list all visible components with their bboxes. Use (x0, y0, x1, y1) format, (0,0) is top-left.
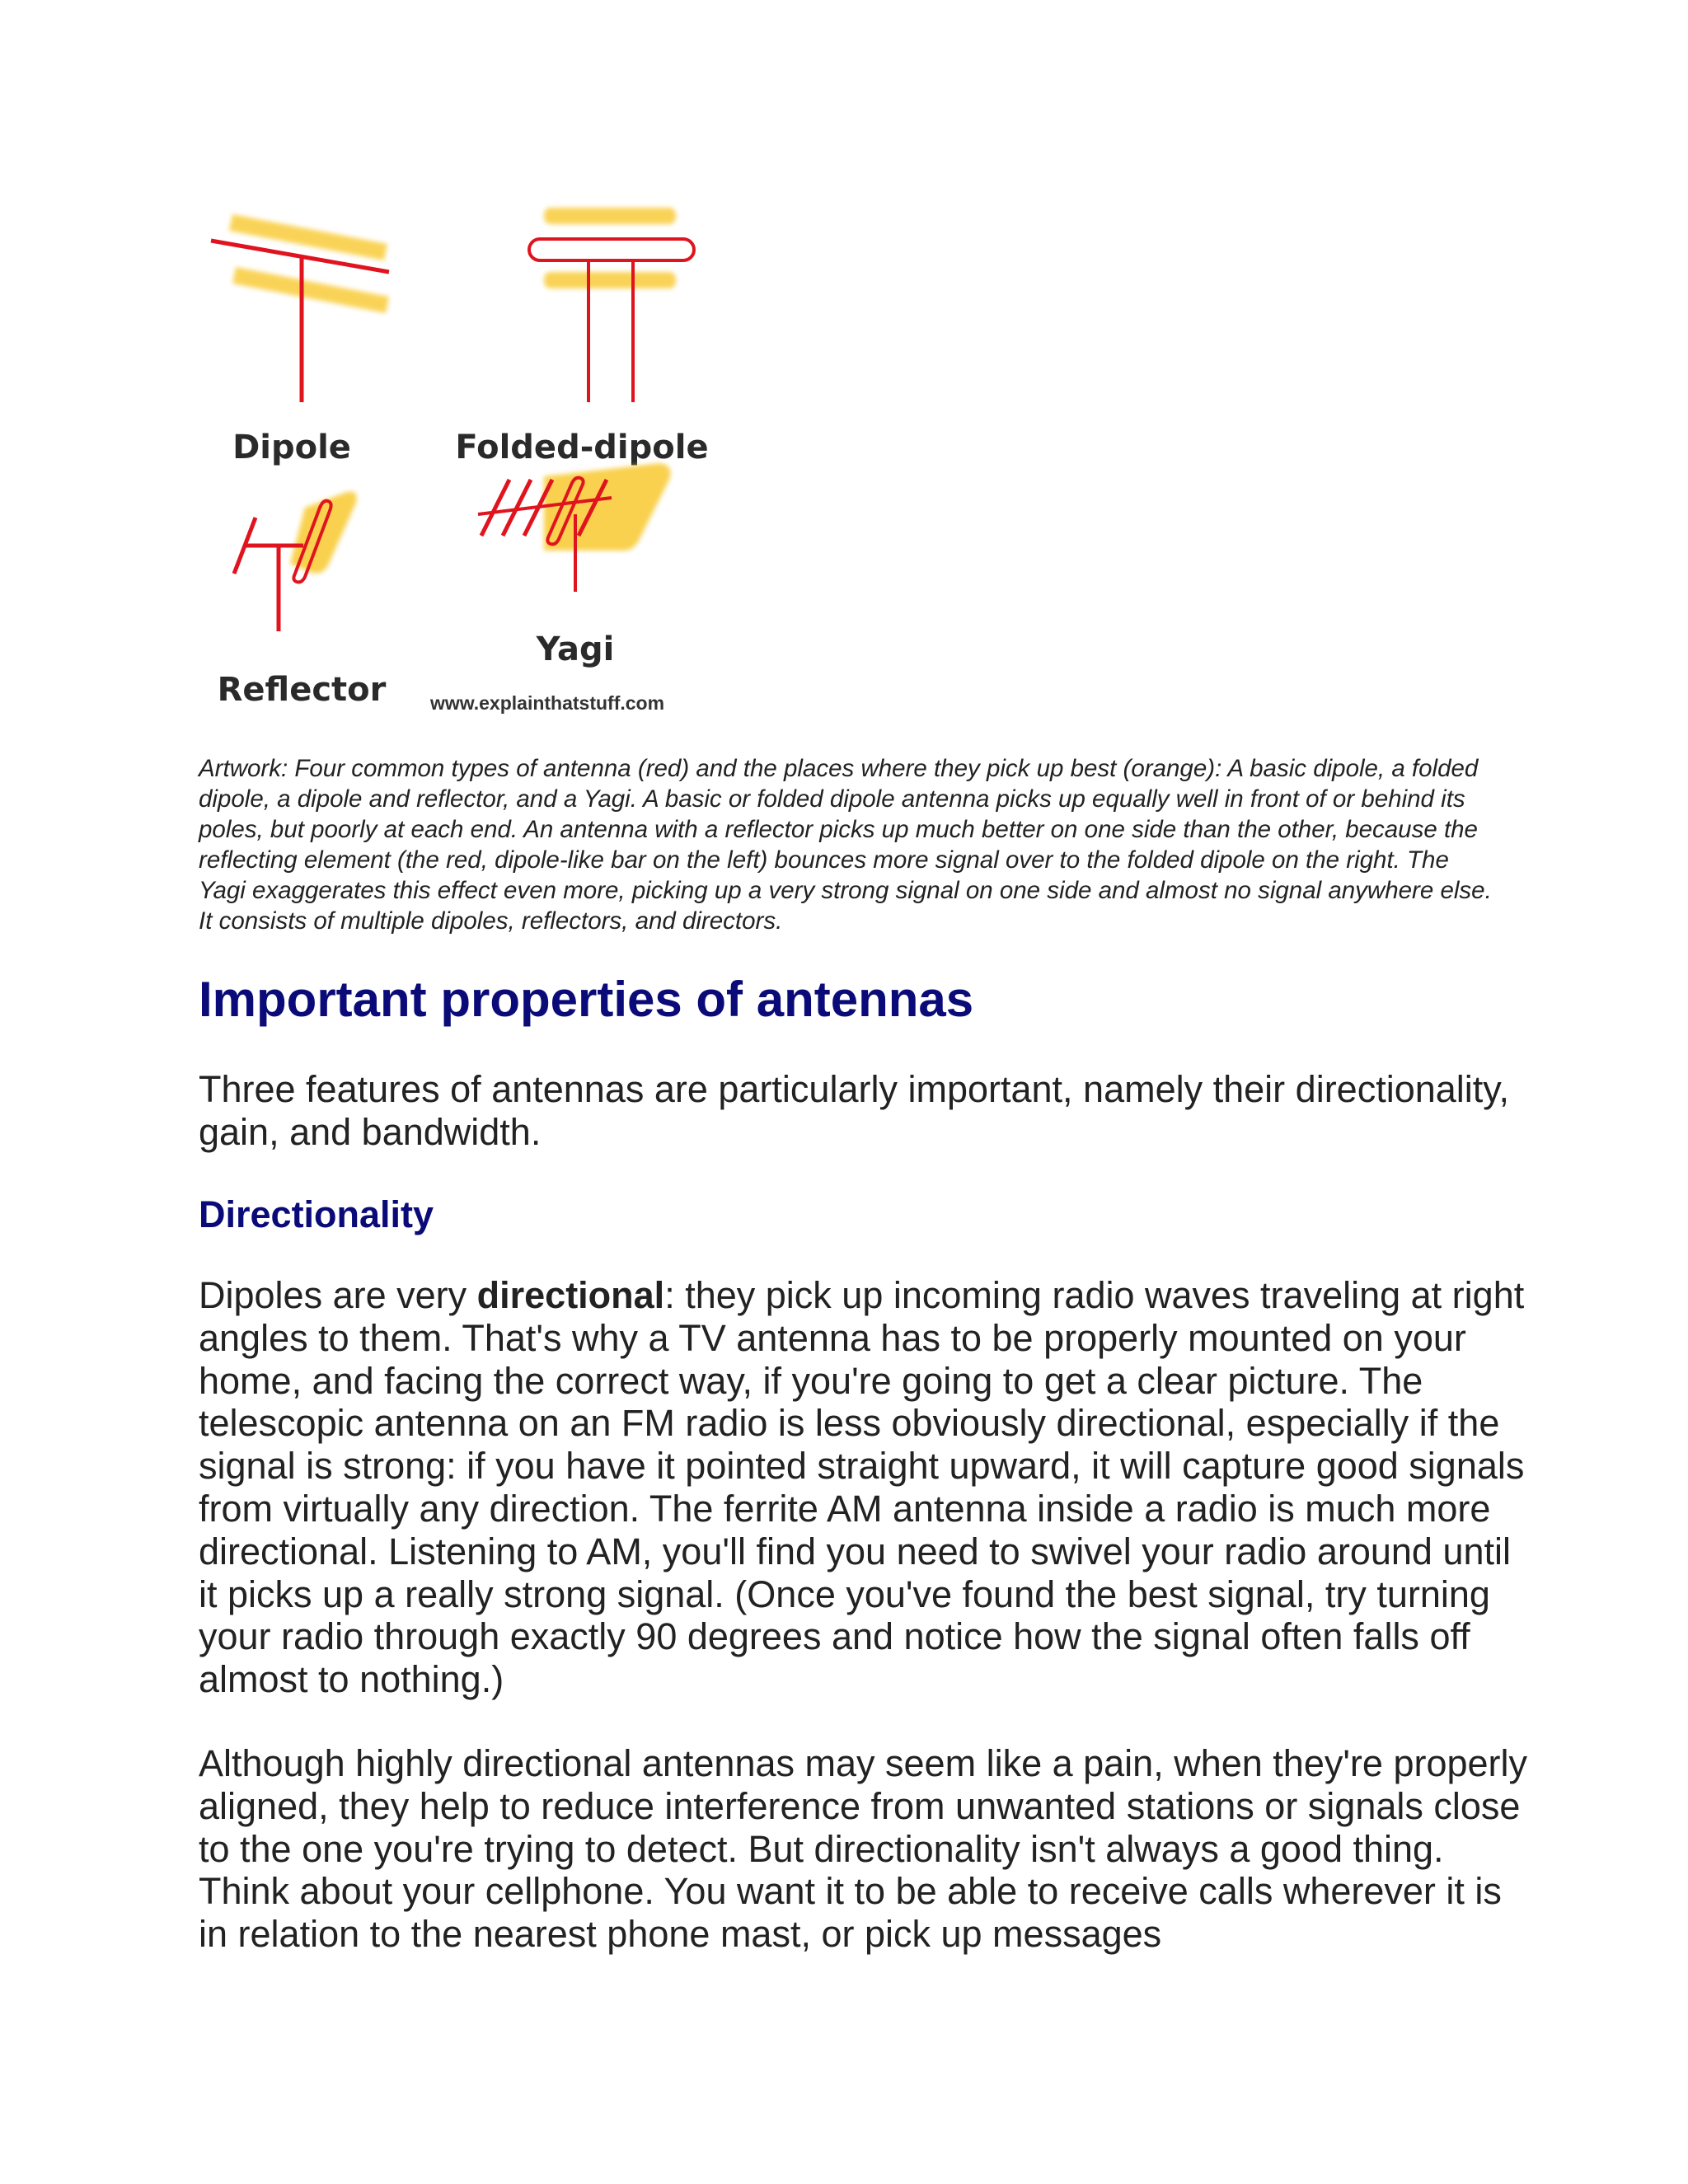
section-heading: Important properties of antennas (199, 972, 974, 1027)
folded-dipole-label: Folded-dipole (455, 429, 709, 466)
dipole-label: Dipole (232, 429, 351, 466)
reflector-label: Reflector (217, 671, 387, 709)
directional-term: directional (476, 1274, 665, 1316)
yagi-label: Yagi (536, 630, 615, 668)
yagi-antenna-icon (478, 463, 671, 668)
para1-text-after: : they pick up incoming radio waves traveling at right angles to them. That's why a TV antenna has to be properly mounted on your home, and facing the correct way, if you're going to get a clear picture. The telescopic antenna on an FM radio is less obviously directional, especially if the signal is strong: if you have it pointed straight upward, it will capture good signals from virtually any direction. The ferrite AM antenna inside a radio is much more directional. Listening to AM, you'll find you need to swivel your radio around until it picks up a really strong signal. (Once you've found the best signal, try turning your radio through exactly 90 degrees and notice how the signal often falls off almost to nothing.) (199, 1274, 1525, 1701)
folded-dipole-antenna-icon (455, 208, 708, 466)
directionality-heading: Directionality (199, 1193, 434, 1235)
para1-text-before: Dipoles are very (199, 1274, 477, 1316)
antenna-types-figure (198, 196, 725, 724)
reflector-antenna-icon (218, 492, 387, 710)
figure-credit: www.explainthatstuff.com (429, 692, 665, 714)
antenna-diagram (198, 196, 725, 724)
figure-caption: Artwork: Four common types of antenna (red) and the places where they pick up best (orange): A basic dipole, a folded dipole, a dipole and reflector, and a Yagi. A basic or folded dipole antenna picks up equally well in front of or behind its poles, but poorly at each end. An antenna with a reflector picks up much better on one side than the other, because the reflecting element (the red, dipole-like bar on the left) bounces more signal over to the folded dipole on the right. The Yagi exaggerates this effect even more, picking up a very strong signal on one side and almost no signal anywhere else. It consists of multiple dipoles, reflectors, and directors. (199, 755, 1492, 935)
directionality-paragraph (199, 1274, 1534, 1701)
intro-paragraph: Three features of antennas are particularly important, namely their directionality, gain, and bandwidth. (199, 1068, 1509, 1153)
dipole-antenna-icon (211, 214, 389, 466)
interference-paragraph: Although highly directional antennas may seem like a pain, when they're properly aligned, they help to reduce interference from unwanted stations or signals close to the one you're trying to detect. But directionality isn't always a good thing. Think about your cellphone. You want it to be able to receive calls wherever it is in relation to the nearest phone mast, or pick up messages (199, 1742, 1528, 1956)
